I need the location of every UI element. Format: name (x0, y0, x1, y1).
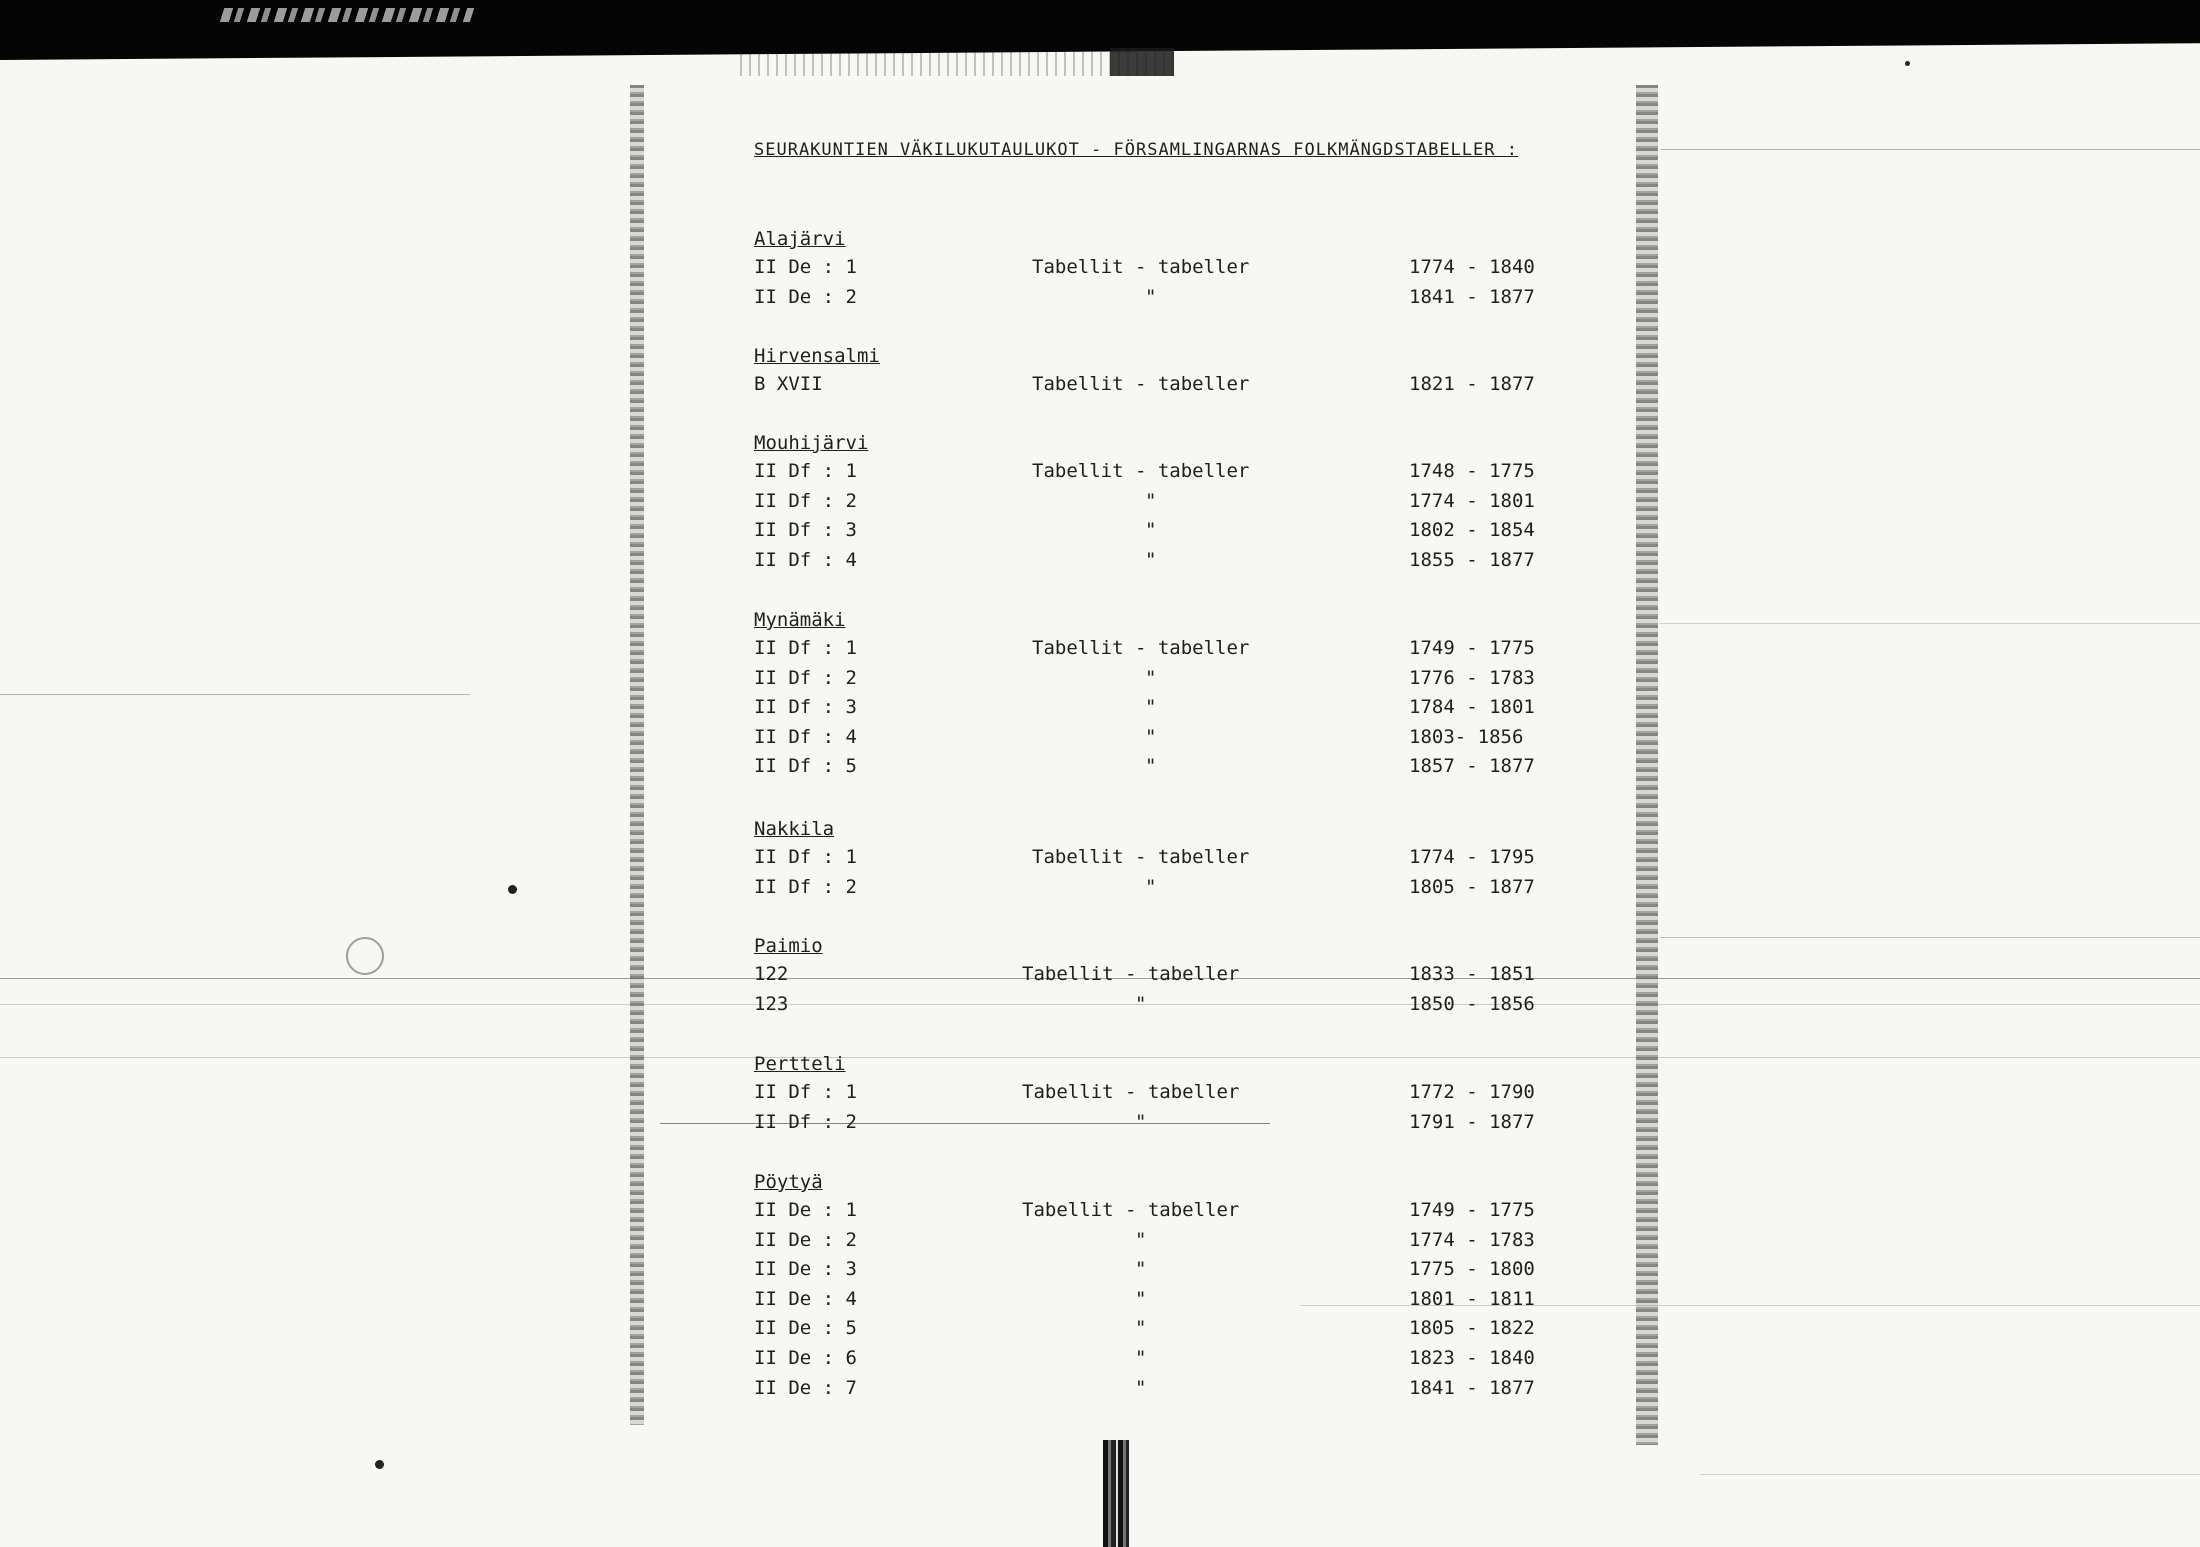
sheet-right-edge (1636, 85, 1658, 1445)
ditto-mark: " (1135, 1110, 1147, 1133)
table-row (754, 487, 1584, 517)
ink-speck (508, 885, 517, 894)
table-row (754, 283, 1584, 313)
archive-code: 122 (754, 963, 789, 985)
scan-scratch (1660, 623, 2200, 624)
table-row (754, 546, 1584, 576)
year-range: 1805 - 1822 (1409, 1317, 1535, 1340)
table-row (754, 516, 1584, 546)
record-type: Tabellit - tabeller (1032, 256, 1250, 278)
parish-name: Mynämäki (754, 609, 846, 631)
archive-code: B XVII (754, 373, 823, 395)
archive-code: 123 (754, 992, 789, 1015)
archive-code: II De : 4 (754, 1287, 857, 1310)
parish-section-nakkila (754, 815, 1584, 902)
archive-code: II De : 7 (754, 1376, 857, 1399)
ditto-mark: " (1145, 696, 1157, 719)
scan-stain (346, 937, 384, 975)
year-range: 1833 - 1851 (1409, 963, 1535, 985)
scan-scratch (1700, 1474, 2200, 1475)
archive-code: II Df : 2 (754, 875, 857, 898)
archive-code: II Df : 1 (754, 460, 857, 482)
archive-code: II De : 1 (754, 1199, 857, 1221)
scan-scratch (0, 694, 470, 695)
ink-speck (375, 1460, 384, 1469)
record-type: Tabellit - tabeller (1032, 637, 1250, 659)
table-row (754, 990, 1584, 1020)
ink-speck (1905, 61, 1910, 66)
year-range: 1841 - 1877 (1409, 285, 1535, 308)
archive-code: II Df : 2 (754, 489, 857, 512)
ditto-mark: " (1135, 1287, 1147, 1310)
parish-section-mouhijarvi (754, 429, 1584, 575)
table-row (754, 1226, 1584, 1256)
archive-code: II De : 2 (754, 1228, 857, 1251)
year-range: 1748 - 1775 (1409, 460, 1535, 482)
parish-section-pertteli (754, 1050, 1584, 1137)
archive-code: II De : 3 (754, 1258, 857, 1281)
year-range: 1749 - 1775 (1409, 637, 1535, 659)
archive-code: II Df : 5 (754, 755, 857, 778)
table-row (754, 843, 1584, 873)
year-range: 1823 - 1840 (1409, 1346, 1535, 1369)
year-range: 1803- 1856 (1409, 725, 1524, 748)
year-range: 1775 - 1800 (1409, 1258, 1535, 1281)
ditto-mark: " (1145, 548, 1157, 571)
year-range: 1821 - 1877 (1409, 373, 1535, 395)
archive-code: II Df : 2 (754, 1110, 857, 1133)
archive-code: II Df : 3 (754, 519, 857, 542)
archive-code: II Df : 1 (754, 637, 857, 659)
ditto-mark: " (1145, 666, 1157, 689)
scan-top-block (1110, 48, 1174, 76)
ditto-mark: " (1145, 489, 1157, 512)
table-row (754, 1196, 1584, 1226)
table-row (754, 752, 1584, 782)
year-range: 1855 - 1877 (1409, 548, 1535, 571)
year-range: 1774 - 1783 (1409, 1228, 1535, 1251)
table-row (754, 1314, 1584, 1344)
year-range: 1791 - 1877 (1409, 1110, 1535, 1133)
ditto-mark: " (1135, 1317, 1147, 1340)
year-range: 1772 - 1790 (1409, 1081, 1535, 1103)
table-row (754, 960, 1584, 990)
archive-code: II Df : 4 (754, 725, 857, 748)
year-range: 1857 - 1877 (1409, 755, 1535, 778)
table-row (754, 1285, 1584, 1315)
archive-code: II De : 1 (754, 256, 857, 278)
record-type: Tabellit - tabeller (1032, 460, 1250, 482)
parish-section-hirvensalmi (754, 342, 1584, 400)
archive-code: II De : 5 (754, 1317, 857, 1340)
document-title: SEURAKUNTIEN VÄKILUKUTAULUKOT - FÖRSAMLINGARNAS FOLKMÄNGDSTABELLER : (754, 140, 1518, 160)
table-row (754, 1078, 1584, 1108)
binding-spine (1103, 1440, 1129, 1547)
ditto-mark: " (1145, 519, 1157, 542)
year-range: 1802 - 1854 (1409, 519, 1535, 542)
parish-section-alajarvi (754, 225, 1584, 312)
record-type: Tabellit - tabeller (1032, 846, 1250, 868)
table-row (754, 873, 1584, 903)
year-range: 1774 - 1795 (1409, 846, 1535, 868)
parish-section-poytya (754, 1168, 1584, 1403)
year-range: 1774 - 1801 (1409, 489, 1535, 512)
parish-name: Paimio (754, 935, 823, 957)
year-range: 1805 - 1877 (1409, 875, 1535, 898)
record-type: Tabellit - tabeller (1032, 373, 1250, 395)
ditto-mark: " (1135, 1228, 1147, 1251)
table-row (754, 664, 1584, 694)
table-row (754, 253, 1584, 283)
ditto-mark: " (1145, 285, 1157, 308)
ditto-mark: " (1145, 725, 1157, 748)
parish-name: Nakkila (754, 818, 835, 840)
table-row (754, 1255, 1584, 1285)
parish-name: Pertteli (754, 1053, 846, 1075)
table-row (754, 1108, 1584, 1138)
scan-band-marks (220, 8, 475, 22)
ditto-mark: " (1135, 1258, 1147, 1281)
ditto-mark: " (1145, 875, 1157, 898)
table-row (754, 634, 1584, 664)
table-row (754, 693, 1584, 723)
ditto-mark: " (1135, 1376, 1147, 1399)
year-range: 1841 - 1877 (1409, 1376, 1535, 1399)
record-type: Tabellit - tabeller (1022, 963, 1240, 985)
parish-name: Hirvensalmi (754, 345, 880, 367)
archive-code: II De : 2 (754, 285, 857, 308)
year-range: 1749 - 1775 (1409, 1199, 1535, 1221)
scan-scratch (1660, 149, 2200, 150)
year-range: 1850 - 1856 (1409, 992, 1535, 1015)
archive-code: II De : 6 (754, 1346, 857, 1369)
archive-code: II Df : 3 (754, 696, 857, 719)
year-range: 1801 - 1811 (1409, 1287, 1535, 1310)
table-row (754, 723, 1584, 753)
ditto-mark: " (1145, 755, 1157, 778)
scan-scratch (1660, 937, 2200, 938)
table-row (754, 1344, 1584, 1374)
archive-code: II Df : 1 (754, 1081, 857, 1103)
table-row (754, 1374, 1584, 1404)
parish-name: Pöytyä (754, 1171, 823, 1193)
table-row (754, 370, 1584, 400)
sheet-left-edge (630, 85, 644, 1425)
year-range: 1776 - 1783 (1409, 666, 1535, 689)
parish-name: Alajärvi (754, 228, 846, 250)
table-row (754, 457, 1584, 487)
record-type: Tabellit - tabeller (1022, 1081, 1240, 1103)
year-range: 1774 - 1840 (1409, 256, 1535, 278)
ditto-mark: " (1135, 992, 1147, 1015)
year-range: 1784 - 1801 (1409, 696, 1535, 719)
record-type: Tabellit - tabeller (1022, 1199, 1240, 1221)
archive-code: II Df : 4 (754, 548, 857, 571)
ditto-mark: " (1135, 1346, 1147, 1369)
archive-code: II Df : 2 (754, 666, 857, 689)
archive-code: II Df : 1 (754, 846, 857, 868)
parish-section-paimio (754, 932, 1584, 1019)
parish-section-mynamaki (754, 606, 1584, 782)
parish-name: Mouhijärvi (754, 432, 869, 454)
